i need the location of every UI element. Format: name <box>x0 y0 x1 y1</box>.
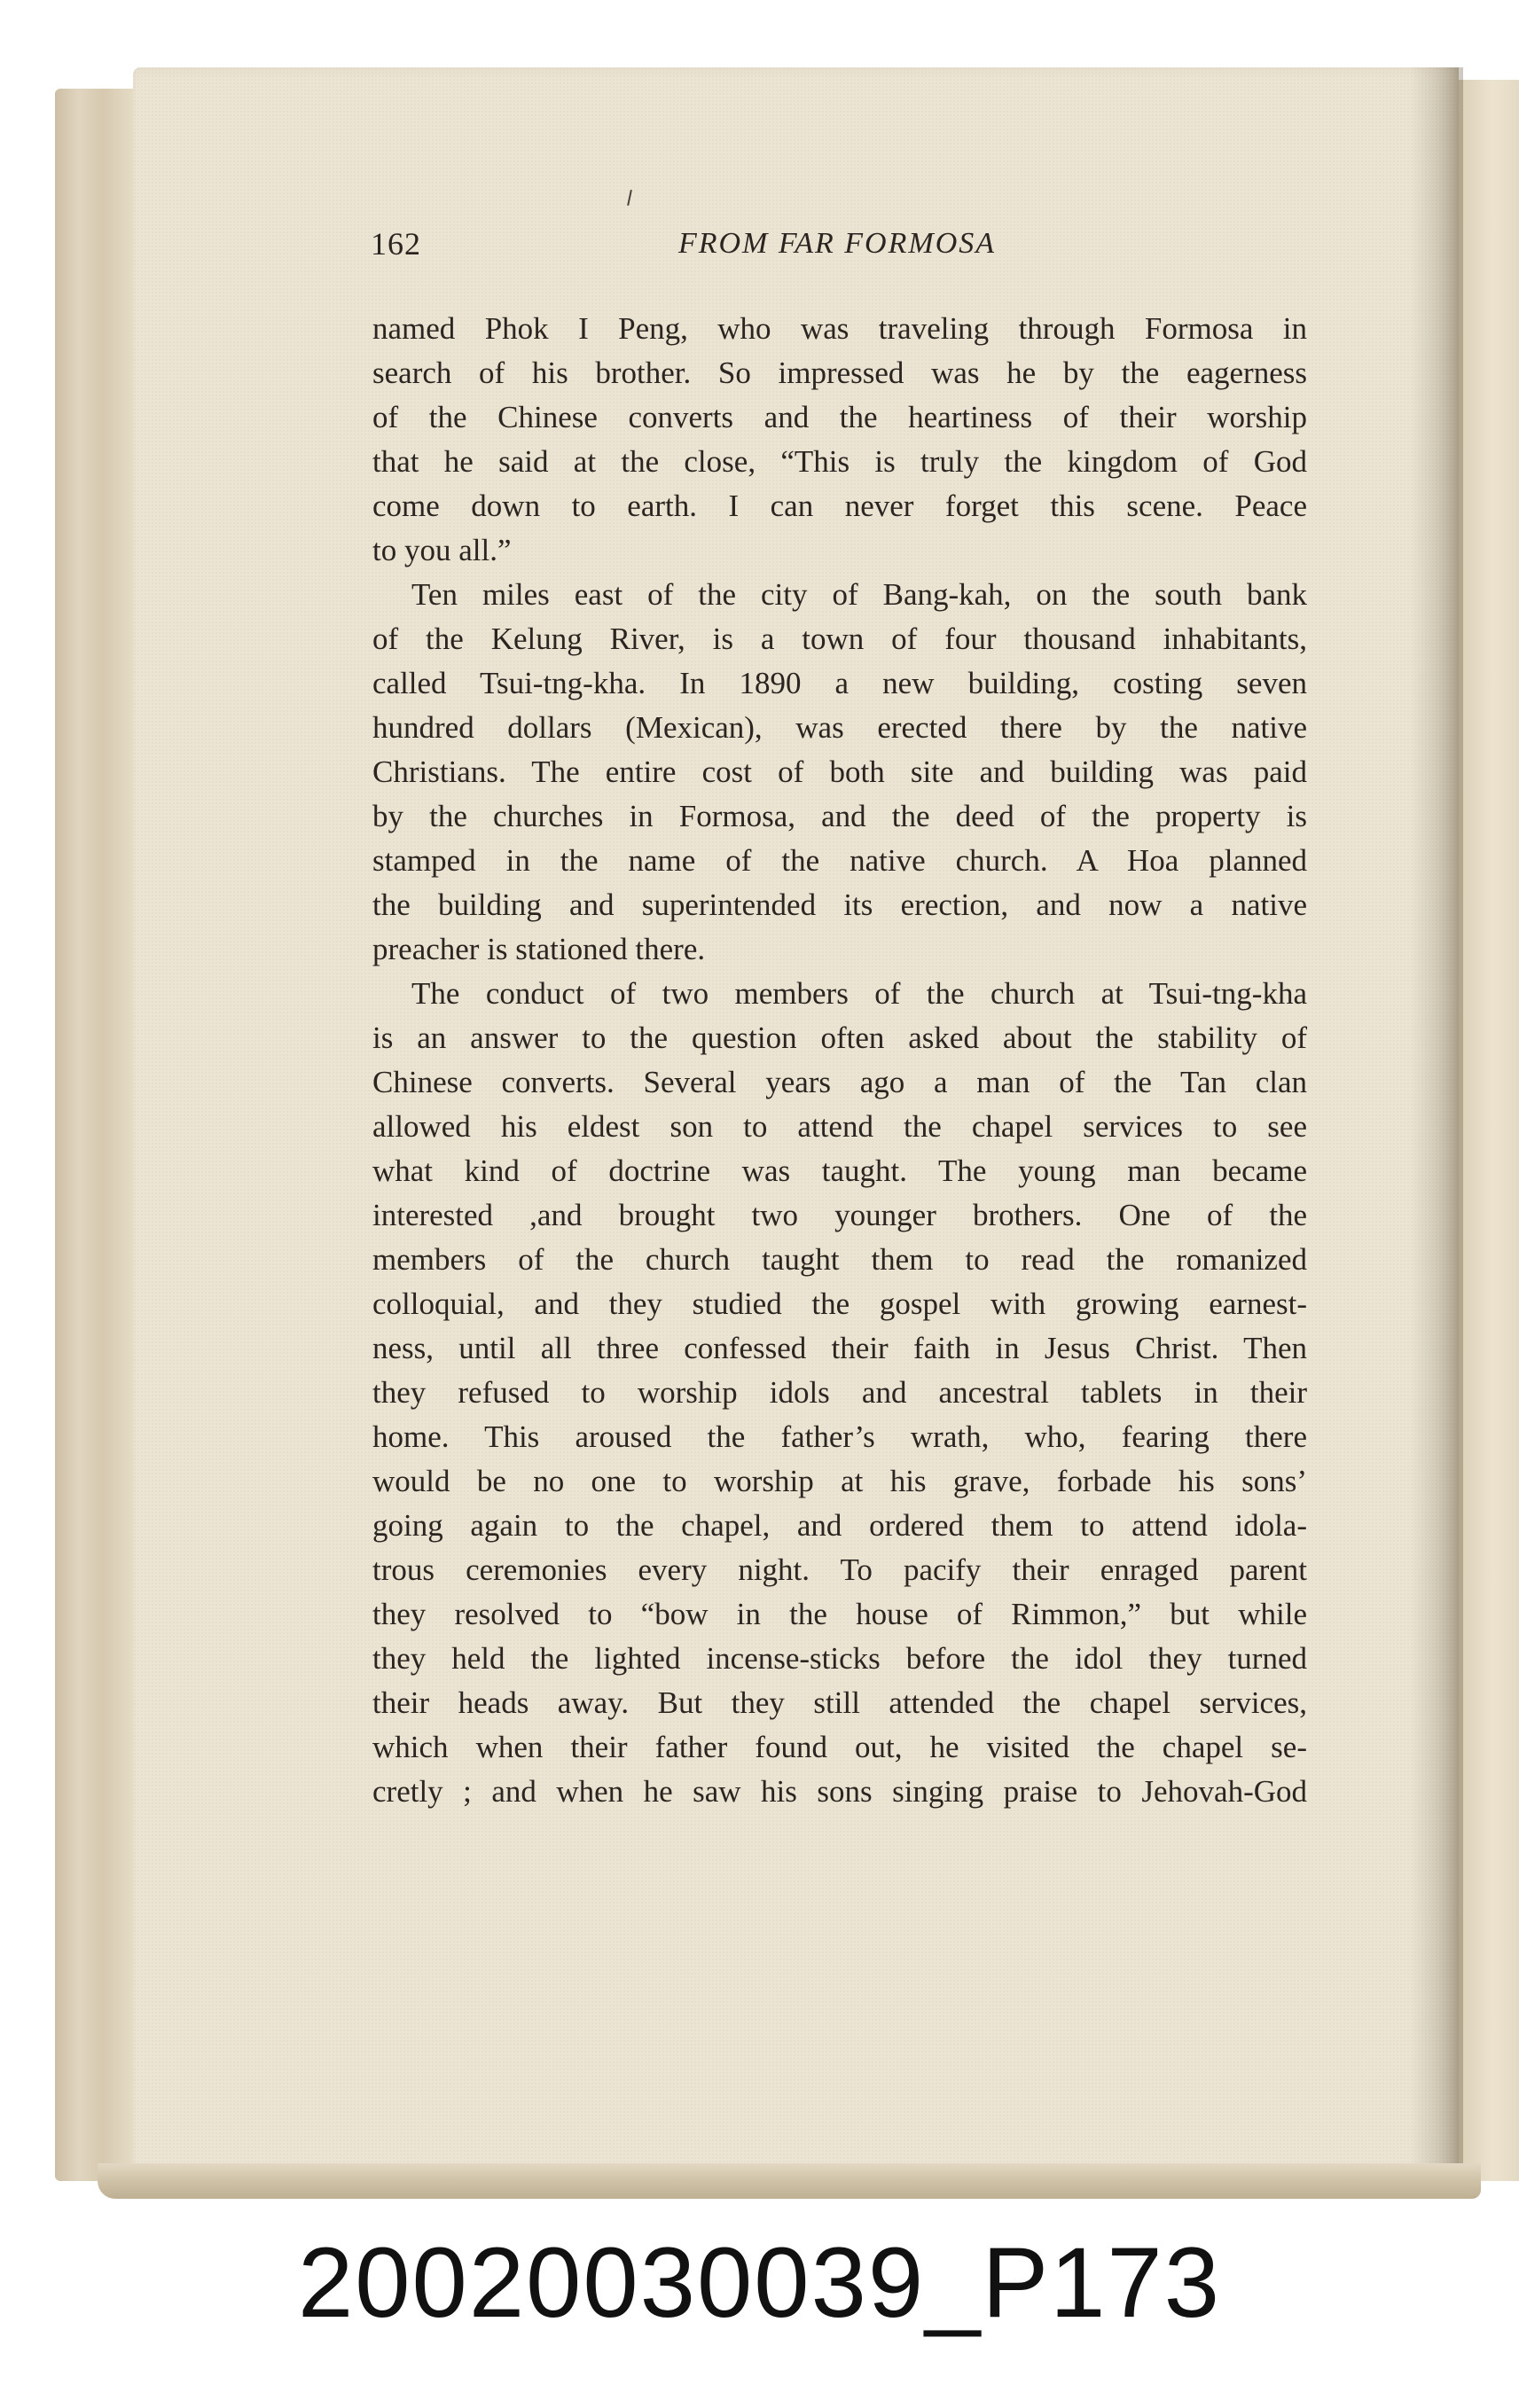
running-header <box>371 225 1304 271</box>
text-line: Chinese converts. Several years ago a man of the Tan clan <box>372 1065 1307 1099</box>
text-line: their heads away. But they still attended the chapel services, <box>372 1685 1307 1720</box>
text-line: come down to earth. I can never forget this scene. Peace <box>372 489 1307 523</box>
running-title: FROM FAR FORMOSA <box>677 227 997 260</box>
text-line: The conduct of two members of the church at Tsui-tng-kha <box>411 976 1307 1011</box>
body-text <box>372 307 1307 1814</box>
text-line: allowed his eldest son to attend the chapel services to see <box>372 1109 1307 1144</box>
text-line: trous ceremonies every night. To pacify their enraged parent <box>372 1552 1307 1587</box>
text-line: Christians. The entire cost of both site and building was paid <box>372 754 1307 789</box>
page-number: 162 <box>371 226 421 262</box>
text-line: search of his brother. So impressed was he by the eagerness <box>372 356 1307 390</box>
text-line: they held the lighted incense-sticks before the idol they turned <box>372 1641 1307 1676</box>
text-line: Ten miles east of the city of Bang-kah, on the south bank <box>411 577 1307 612</box>
text-line: of the Chinese converts and the heartiness of their worship <box>372 400 1307 434</box>
text-line: going again to the chapel, and ordered them to attend idola- <box>372 1508 1307 1543</box>
page-stack-left-edge <box>55 89 135 2181</box>
text-line: ness, until all three confessed their faith in Jesus Christ. Then <box>372 1331 1307 1365</box>
text-line: called Tsui-tng-kha. In 1890 a new building, costing seven <box>372 666 1307 700</box>
text-line: that he said at the close, “This is truly the kingdom of God <box>372 444 1307 479</box>
text-line: by the churches in Formosa, and the deed of the property is <box>372 799 1307 833</box>
text-line: interested ,and brought two younger brothers. One of the <box>372 1198 1307 1232</box>
text-line: members of the church taught them to read the romanized <box>372 1242 1307 1277</box>
text-line: home. This aroused the father’s wrath, who, fearing there <box>372 1419 1307 1454</box>
page-stack-bottom-edge <box>98 2163 1481 2199</box>
gutter-shadow <box>1410 67 1463 2182</box>
text-line: colloquial, and they studied the gospel with growing earnest- <box>372 1286 1307 1321</box>
text-line: to you all.” <box>372 533 512 567</box>
text-line: which when their father found out, he visited the chapel se- <box>372 1730 1307 1764</box>
text-line: would be no one to worship at his grave, forbade his sons’ <box>372 1464 1307 1498</box>
text-line: cretly ; and when he saw his sons singing praise to Jehovah-God <box>372 1774 1307 1809</box>
text-line: of the Kelung River, is a town of four thousand inhabitants, <box>372 622 1307 656</box>
archive-id-caption: 20020030039_P173 <box>297 2227 1222 2338</box>
text-line: preacher is stationed there. <box>372 932 706 966</box>
text-line: they refused to worship idols and ancestral tablets in their <box>372 1375 1307 1410</box>
text-line: the building and superintended its erection, and now a native <box>372 887 1307 922</box>
facing-page-edge <box>1454 80 1519 2181</box>
text-line: what kind of doctrine was taught. The young man became <box>372 1153 1307 1188</box>
text-line: is an answer to the question often asked about the stability of <box>372 1020 1307 1055</box>
text-line: named Phok I Peng, who was traveling through Formosa in <box>372 311 1307 346</box>
text-line: hundred dollars (Mexican), was erected there by the native <box>372 710 1307 745</box>
text-line: stamped in the name of the native church. A Hoa planned <box>372 843 1307 878</box>
text-line: they resolved to “bow in the house of Rimmon,” but while <box>372 1597 1307 1631</box>
